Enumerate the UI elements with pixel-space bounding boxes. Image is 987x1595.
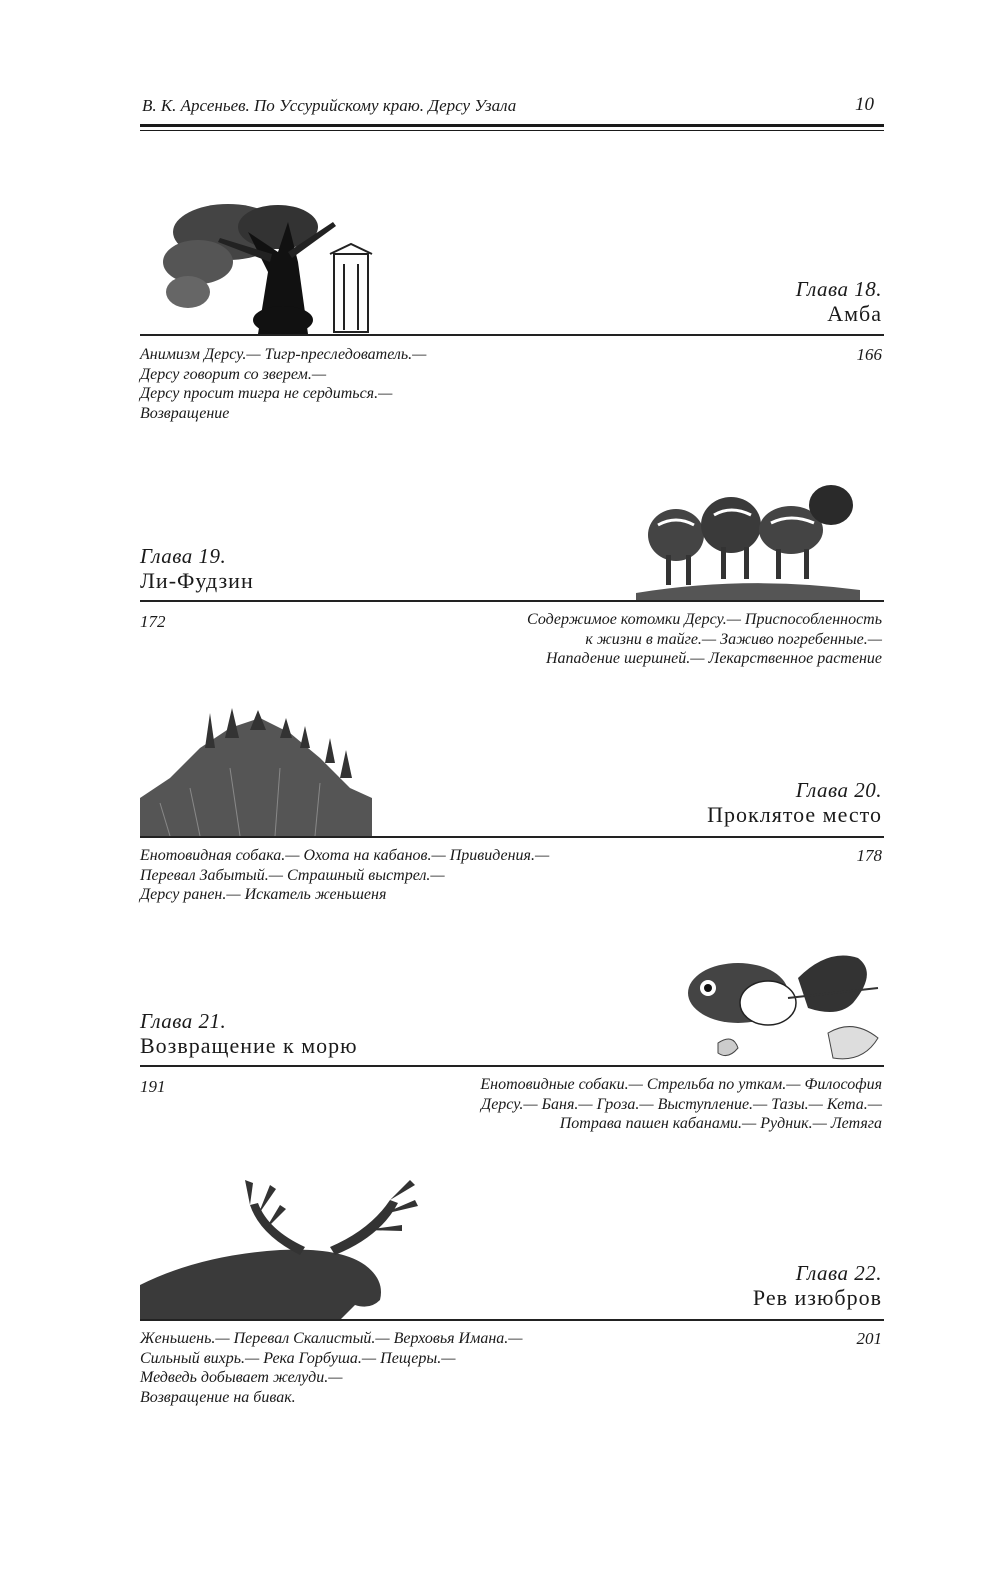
summary-line: к жизни в тайге.— Заживо погребенные.—: [585, 630, 882, 648]
chapter-summary: [140, 345, 700, 423]
flying-squirrel-illustration: [678, 948, 882, 1064]
summary-line: Потрава пашен кабанами.— Рудник.— Летяга: [559, 1115, 882, 1132]
chapter-rule: [140, 600, 884, 602]
chapter-label: Глава 18.: [795, 277, 882, 301]
chapter-rule: [140, 1065, 884, 1067]
chapter-page-number: 172: [140, 612, 166, 631]
summary-line: Дерсу говорит со зверем.—: [140, 365, 327, 383]
chapter-title: Возвращение к морю: [140, 1033, 358, 1058]
chapter-label: Глава 19.: [140, 544, 227, 568]
chapter-rule: [140, 836, 884, 838]
summary-line: Перевал Забытый.— Страшный выстрел.—: [140, 866, 445, 884]
chapter-label: Глава 22.: [795, 1261, 882, 1285]
chapter-summary: [330, 610, 882, 669]
summary-line: Дерсу.— Баня.— Гроза.— Выступление.— Тазы.— Кета.—: [481, 1095, 882, 1113]
header-rule-thick: [140, 124, 884, 127]
summary-line: Содержимое котомки Дерсу.— Приспособленность: [527, 611, 882, 628]
chapter-page-number: 191: [140, 1077, 166, 1096]
chapter-page-number: 201: [856, 1329, 882, 1348]
chapter-rule: [140, 1319, 884, 1321]
summary-line: Дерсу просит тигра не сердиться.—: [140, 385, 393, 402]
chapter-title: Проклятое место: [707, 802, 882, 827]
chapter-page-number: 178: [856, 846, 882, 865]
tree-hut-illustration: [158, 192, 390, 334]
summary-line: Возвращение: [140, 404, 230, 422]
summary-line: Енотовидные собаки.— Стрельба по уткам.— Философия: [480, 1076, 882, 1093]
chapter-label: Глава 21.: [140, 1009, 227, 1033]
summary-line: Нападение шершней.— Лекарственное растение: [545, 650, 882, 667]
summary-line: Медведь добывает желуди.—: [140, 1369, 343, 1386]
chapter-summary: [140, 846, 740, 905]
summary-line: Сильный вихрь.— Река Горбуша.— Пещеры.—: [140, 1349, 456, 1367]
moose-illustration: [140, 1175, 422, 1320]
summary-line: Анимизм Дерсу.— Тигр-преследователь.—: [140, 346, 427, 363]
running-header-page-number: 10: [855, 94, 874, 115]
summary-line: Возвращение на бивак.: [140, 1388, 296, 1406]
chapter-title: Амба: [827, 301, 882, 326]
chapter-rule: [140, 334, 884, 336]
boars-illustration: [636, 475, 860, 600]
chapter-title: Рев изюбров: [752, 1285, 882, 1310]
running-header-title: В. К. Арсеньев. По Уссурийскому краю. Дерсу Узала: [142, 96, 517, 115]
chapter-title: Ли-Фудзин: [140, 568, 254, 593]
chapter-label: Глава 20.: [795, 778, 882, 802]
summary-line: Дерсу ранен.— Искатель женьшеня: [140, 886, 387, 903]
forest-cliff-illustration: [140, 708, 372, 836]
summary-line: Женьшень.— Перевал Скалистый.— Верховья Имана.—: [140, 1330, 523, 1347]
chapter-summary: [140, 1329, 740, 1407]
chapter-page-number: 166: [856, 345, 882, 364]
header-rule-thin: [140, 130, 884, 131]
summary-line: Енотовидная собака.— Охота на кабанов.— Привидения.—: [140, 847, 550, 864]
chapter-summary: [330, 1075, 882, 1134]
